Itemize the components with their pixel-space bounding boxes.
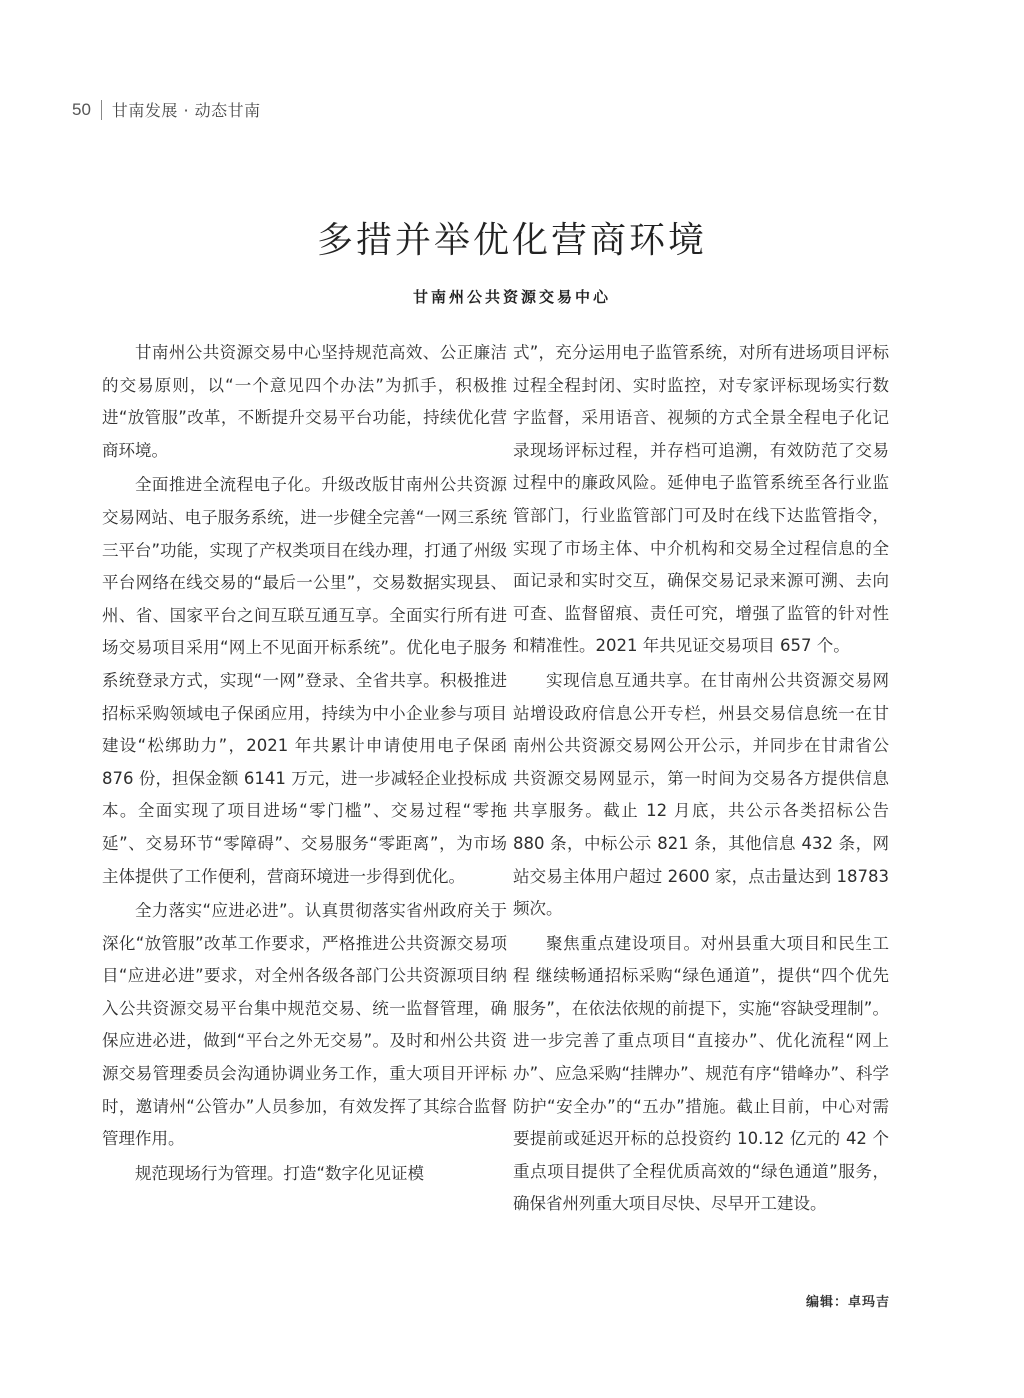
- paragraph-info-sharing: 实现信息互通共享。在甘南州公共资源交易网站增设政府信息公开专栏，州县交易信息统一在甘南州公共资源交易网公开公示，并同步在甘肃省公共资源交易网显示，第一时间为交易各方提供信息共享服务。截止 12 月底，共公示各类招标公告 880 条，中标公示 821 条，其他信息 432 条，网站交易主体用户超过 2600 家，点击量达到 18783 频次。: [513, 670, 889, 919]
- header-divider: [101, 100, 102, 120]
- editor-credit: 编辑：卓玛吉: [806, 1295, 891, 1310]
- paragraph-onsite-start: 规范现场行为管理。打造“数字化见证模: [135, 1163, 425, 1183]
- paragraph-onsite-continued: 式”，充分运用电子监管系统，对所有进场项目评标过程全程封闭、实时监控，对专家评标现场实行数字监督，采用语音、视频的方式全景全程电子化记录现场评标过程，并存档可追溯，有效防范了交易过程中的廉政风险。延伸电子监管系统至各行业监管部门，行业监管部门可及时在线下达监管指令，实现了市场主体、中介机构和交易全过程信息的全面记录和实时交互，确保交易记录来源可溯、去向可查、监督留痕、责任可究，增强了监管的针对性和精准性。2021 年共见证交易项目 657 个。: [513, 343, 889, 656]
- article-author: 甘南州公共资源交易中心: [412, 288, 611, 306]
- paragraph-intro: 甘南州公共资源交易中心坚持规范高效、公正廉洁的交易原则，以“一个意见四个办法”为抓手，积极推进“放管服”改革，不断提升交易平台功能，持续优化营商环境。: [102, 343, 507, 460]
- paragraph-key-projects: 聚焦重点建设项目。对州县重大项目和民生工程 继续畅通招标采购“绿色通道”，提供“四个优先服务”，在依法依规的前提下，实施“容缺受理制”。进一步完善了重点项目“直接办”、优化流程“网上办”、应急采购“挂牌办”、规范有序“错峰办”、科学防护“安全办”的“五办”措施。截止目前，中心对需要提前或延迟开标的总投资约 10.12 亿元的 42 个重点项目提供了全程优质高效的“绿色通道”服务，确保省州列重大项目尽快、尽早开工建设。: [513, 933, 889, 1214]
- right-column: [513, 337, 889, 1221]
- page-number: 50: [72, 99, 91, 119]
- left-column: [102, 337, 507, 1190]
- page-header: [72, 98, 261, 121]
- section-name: 甘南发展 · 动态甘南: [111, 101, 261, 120]
- paragraph-must-enter: 全力落实“应进必进”。认真贯彻落实省州政府关于深化“放管服”改革工作要求，严格推进公共资源交易项目“应进必进”要求，对全州各级各部门公共资源项目纳入公共资源交易平台集中规范交易、统一监督管理，确保应进必进，做到“平台之外无交易”。及时和州公共资源交易管理委员会沟通协调业务工作，重大项目开评标时，邀请州“公管办”人员参加，有效发挥了其综合监督管理作用。: [102, 901, 507, 1149]
- paragraph-electronic: 全面推进全流程电子化。升级改版甘南州公共资源交易网站、电子服务系统，进一步健全完善“一网三系统三平台”功能，实现了产权类项目在线办理，打通了州级平台网络在线交易的“最后一公里”，交易数据实现县、州、省、国家平台之间互联互通互享。全面实行所有进场交易项目采用“网上不见面开标系统”。优化电子服务系统登录方式，实现“一网”登录、全省共享。积极推进招标采购领域电子保函应用，持续为中小企业参与项目建设“松绑助力”，2021 年共累计申请使用电子保函 876 份，担保金额 6141 万元，进一步减轻企业投标成本。全面实现了项目进场“零门槛”、交易过程“零拖延”、交易环节“零障碍”、交易服务“零距离”，为市场主体提供了工作便利，营商环境进一步得到优化。: [102, 475, 507, 886]
- article-title: 多措并举优化营商环境: [316, 220, 707, 261]
